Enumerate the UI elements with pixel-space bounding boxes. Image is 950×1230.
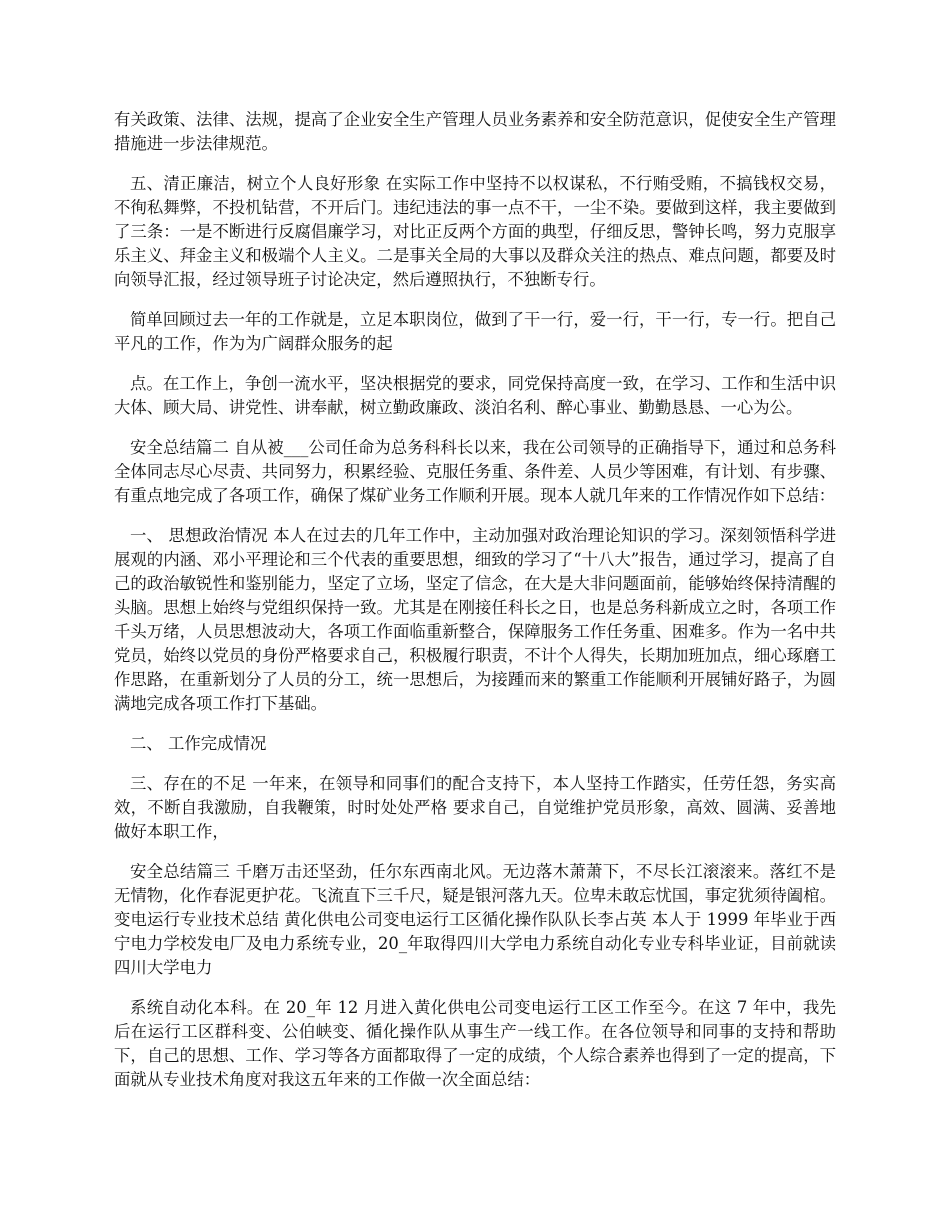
paragraph-4: 点。在工作上，争创一流水平，坚决根据党的要求，同党保持高度一致，在学习、工作和生活中识大体、顾大局、讲党性、讲奉献，树立勤政廉政、淡泊名利、醉心事业、勤勤恳恳、一心为公。 (114, 374, 836, 417)
document-body (114, 108, 836, 1108)
paragraph-3: 简单回顾过去一年的工作就是，立足本职岗位，做到了干一行，爱一行，干一行，专一行。把自己平凡的工作，作为为广阔群众服务的起 (114, 310, 836, 353)
paragraph-2: 五、清正廉洁，树立个人良好形象 在实际工作中坚持不以权谋私，不行贿受贿，不搞钱权交易，不徇私舞弊，不投机钻营，不开后门。违纪违法的事一点不干，一尘不染。要做到这样，我主要做到了三条：一是不断进行反腐倡廉学习，对比正反两个方面的典型，仔细反思，警钟长鸣，努力克服享乐主义、拜金主义和极端个人主义。二是事关全局的大事以及群众关注的热点、难点问题，都要及时向领导汇报，经过领导班子讨论决定，然后遵照执行，不独断专行。 (114, 174, 836, 289)
paragraph-9: 安全总结篇三 千磨万击还坚劲，任尔东西南北风。无边落木萧萧下，不尽长江滚滚来。落红不是无情物，化作春泥更护花。飞流直下三千尺，疑是银河落九天。位卑未敢忘忧国，事定犹须待阖棺。变电运行专业技术总结 黄化供电公司变电运行工区循化操作队队长李占英 本人于 1999 年毕业于西宁电力学校发电厂及电力系统专业，20_年取得四川大学电力系统自动化专业专科毕业证，目前就读四川大学电力 (114, 862, 836, 977)
paragraph-1: 有关政策、法律、法规，提高了企业安全生产管理人员业务素养和安全防范意识，促使安全生产管理措施进一步法律规范。 (114, 110, 836, 153)
paragraph-10: 系统自动化本科。在 20_年 12 月进入黄化供电公司变电运行工区工作至今。在这 7 年中，我先后在运行工区群科变、公伯峡变、循化操作队从事生产一线工作。在各位领导和同事的支持和帮助下，自己的思想、工作、学习等各方面都取得了一定的成绩，个人综合素养也得到了一定的提高，下面就从专业技术角度对我这五年来的工作做一次全面总结： (114, 998, 836, 1089)
paragraph-6: 一、 思想政治情况 本人在过去的几年工作中，主动加强对政治理论知识的学习。深刻领悟科学进展观的内涵、邓小平理论和三个代表的重要思想，细致的学习了“十八大”报告，通过学习，提高了自己的政治敏锐性和鉴别能力，坚定了立场，坚定了信念，在大是大非问题面前，能够始终保持清醒的头脑。思想上始终与党组织保持一致。尤其是在刚接任科长之日，也是总务科新成立之时，各项工作千头万绪，人员思想波动大，各项工作面临重新整合，保障服务工作任务重、困难多。作为一名中共党员，始终以党员的身份严格要求自己，积极履行职责，不计个人得失，长期加班加点，细心琢磨工作思路，在重新划分了人员的分工，统一思想后，为接踵而来的繁重工作能顺利开展铺好路子，为圆满地完成各项工作打下基础。 (114, 526, 836, 713)
paragraph-5: 安全总结篇二 自从被___公司任命为总务科科长以来，我在公司领导的正确指导下，通过和总务科全体同志尽心尽责、共同努力，积累经验、克服任务重、条件差、人员少等困难，有计划、有步骤、有重点地完成了各项工作，确保了煤矿业务工作顺利开展。现本人就几年来的工作情况作如下总结： (114, 438, 836, 505)
paragraph-7: 二、 工作完成情况 (130, 734, 267, 753)
paragraph-8: 三、存在的不足 一年来，在领导和同事们的配合支持下，本人坚持工作踏实，任劳任怨，务实高效，不断自我激励，自我鞭策，时时处处严格 要求自己，自觉维护党员形象，高效、圆满、妥善地做好本职工作， (114, 774, 836, 841)
